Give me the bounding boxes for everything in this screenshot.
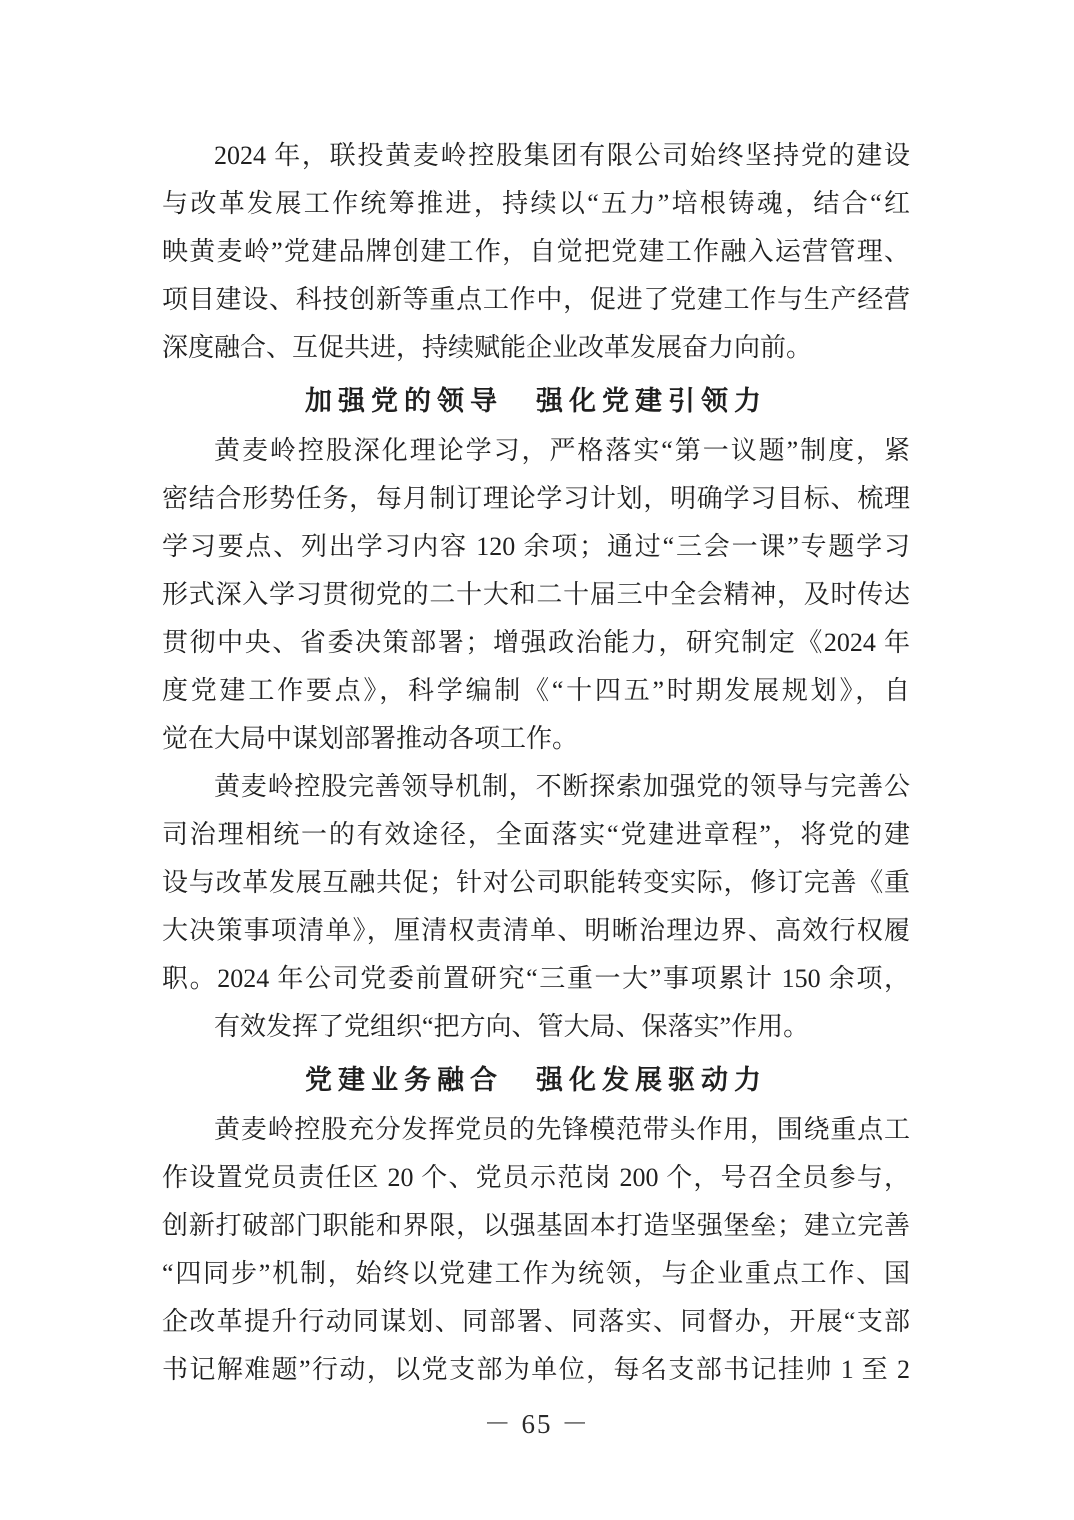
text-line: “四同步”机制，始终以党建工作为统领，与企业重点工作、国: [162, 1259, 910, 1288]
section-heading: 加强党的领导 强化党建引领力: [305, 386, 767, 416]
text-line: 深度融合、互促共进，持续赋能企业改革发展奋力向前。: [162, 333, 813, 362]
text-line: 黄麦岭控股完善领导机制，不断探索加强党的领导与完善公: [214, 772, 910, 801]
document-body: [162, 132, 910, 1394]
section-heading: 党建业务融合 强化发展驱动力: [305, 1065, 767, 1095]
text-line: 映黄麦岭”党建品牌创建工作，自觉把党建工作融入运营管理、: [162, 237, 910, 266]
text-line: 职。2024 年公司党委前置研究“三重一大”事项累计 150 余项，: [162, 964, 910, 993]
text-line: 大决策事项清单》，厘清权责清单、明晰治理边界、高效行权履: [162, 916, 910, 945]
text-line: 有效发挥了党组织“把方向、管大局、保落实”作用。: [214, 1012, 810, 1041]
text-line: 作设置党员责任区 20 个、党员示范岗 200 个，号召全员参与，: [162, 1163, 910, 1192]
text-line: 创新打破部门职能和界限，以强基固本打造坚强堡垒；建立完善: [162, 1211, 910, 1240]
text-line: 设与改革发展互融共促；针对公司职能转变实际，修订完善《重: [162, 868, 910, 897]
text-line: 形式深入学习贯彻党的二十大和二十届三中全会精神，及时传达: [162, 580, 910, 609]
text-line: 觉在大局中谋划部署推动各项工作。: [162, 724, 579, 753]
paragraph: [162, 427, 910, 763]
page-footer: [0, 1408, 1074, 1440]
text-line: 书记解难题”行动，以党支部为单位，每名支部书记挂帅 1 至 2: [162, 1355, 910, 1384]
page-number: － 65 －: [483, 1409, 591, 1439]
text-line: 黄麦岭控股深化理论学习，严格落实“第一议题”制度，紧: [214, 436, 910, 465]
text-line: 黄麦岭控股充分发挥党员的先锋模范带头作用，围绕重点工: [214, 1115, 910, 1144]
text-line: 密结合形势任务，每月制订理论学习计划，明确学习目标、梳理: [162, 484, 910, 513]
text-line: 度党建工作要点》，科学编制《“十四五”时期发展规划》，自: [162, 676, 910, 705]
text-line: 项目建设、科技创新等重点工作中，促进了党建工作与生产经营: [162, 285, 910, 314]
paragraph: [162, 763, 910, 1051]
text-line: 学习要点、列出学习内容 120 余项；通过“三会一课”专题学习: [162, 532, 910, 561]
text-line: 2024 年，联投黄麦岭控股集团有限公司始终坚持党的建设: [214, 141, 910, 170]
paragraph: [162, 132, 910, 372]
text-line: 与改革发展工作统筹推进，持续以“五力”培根铸魂，结合“红: [162, 189, 910, 218]
text-line: 贯彻中央、省委决策部署；增强政治能力，研究制定《2024 年: [162, 628, 910, 657]
text-line: 企改革提升行动同谋划、同部署、同落实、同督办，开展“支部: [162, 1307, 910, 1336]
paragraph: [162, 1106, 910, 1394]
text-line: 司治理相统一的有效途径，全面落实“党建进章程”，将党的建: [162, 820, 910, 849]
